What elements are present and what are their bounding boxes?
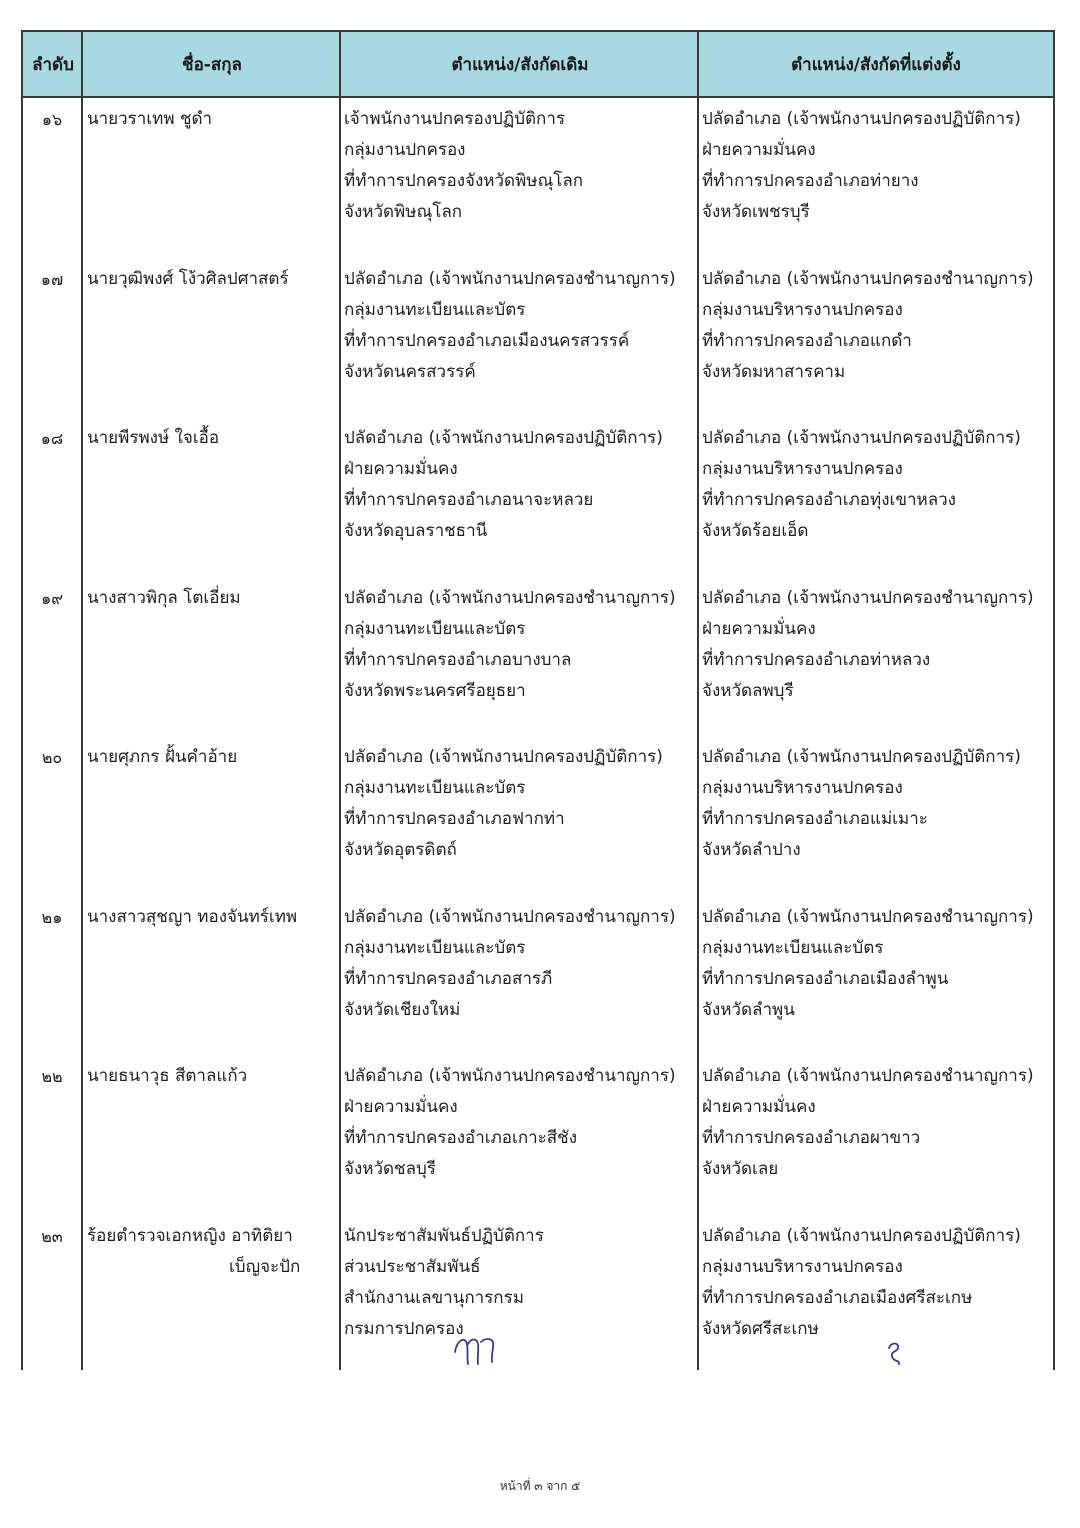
new-position-line: ที่ทำการปกครองอำเภอท่าหลวง [702, 649, 931, 670]
row-number: ๒๓ [41, 1226, 63, 1246]
person-name-line: นางสาวพิกุล โตเอี่ยม [87, 587, 241, 608]
new-position [702, 742, 1052, 866]
old-position-line: ปลัดอำเภอ (เจ้าพนักงานปกครองปฏิบัติการ) [344, 747, 663, 767]
column-divider [339, 32, 341, 1370]
new-position-line: กลุ่มงานบริหารงานปกครอง [702, 778, 903, 798]
new-position-line: จังหวัดลพบุรี [702, 680, 794, 701]
new-position-line: จังหวัดศรีสะเกษ [702, 1318, 819, 1339]
person-name [87, 423, 337, 454]
old-position-line: จังหวัดพิษณุโลก [344, 202, 463, 222]
new-position-line: จังหวัดร้อยเอ็ด [702, 521, 809, 541]
new-position-line: ที่ทำการปกครองอำเภอผาขาว [702, 1128, 921, 1148]
old-position-line: ปลัดอำเภอ (เจ้าพนักงานปกครองชำนาญการ) [344, 587, 676, 608]
new-position-line: กลุ่มงานบริหารงานปกครอง [702, 299, 903, 320]
old-position-line: ที่ทำการปกครองอำเภอบางบาล [344, 649, 572, 670]
old-position-line: เจ้าพนักงานปกครองปฏิบัติการ [344, 109, 566, 129]
new-position [702, 423, 1052, 547]
appointment-table [21, 30, 1055, 1370]
new-position-line: ที่ทำการปกครองอำเภอแกดำ [702, 330, 912, 351]
row-number: ๒๒ [41, 1067, 63, 1086]
handwritten-initial-mark [883, 1338, 907, 1368]
new-position-line: ปลัดอำเภอ (เจ้าพนักงานปกครองชำนาญการ) [702, 268, 1034, 289]
new-position-line: กลุ่มงานทะเบียนและบัตร [702, 937, 884, 958]
new-position [702, 264, 1052, 388]
new-position-line: ฝ่ายความมั่นคง [702, 1097, 816, 1117]
new-position-line: ปลัดอำเภอ (เจ้าพนักงานปกครองปฏิบัติการ) [702, 747, 1021, 767]
person-name [87, 1061, 337, 1092]
old-position [344, 1061, 694, 1185]
row-number: ๑๖ [41, 110, 63, 129]
old-position [344, 583, 694, 707]
old-position-line: จังหวัดเชียงใหม่ [344, 999, 461, 1020]
person-name-line: นายธนาวุธ สีตาลแก้ว [87, 1066, 248, 1086]
person-name-line: ร้อยตำรวจเอกหญิง อาทิติยา [87, 1225, 293, 1246]
old-position-line: จังหวัดนครสวรรค์ [344, 361, 476, 382]
new-position-line: ปลัดอำเภอ (เจ้าพนักงานปกครองชำนาญการ) [702, 906, 1034, 927]
table-header [23, 32, 1053, 98]
header-name: ชื่อ-สกุล [182, 54, 242, 75]
column-divider [81, 32, 83, 1370]
old-position-line: ปลัดอำเภอ (เจ้าพนักงานปกครองชำนาญการ) [344, 906, 676, 927]
new-position-line: ที่ทำการปกครองอำเภอเมืองลำพูน [702, 968, 949, 989]
new-position-line: ปลัดอำเภอ (เจ้าพนักงานปกครองชำนาญการ) [702, 1066, 1034, 1086]
old-position-line: จังหวัดอุบลราชธานี [344, 521, 488, 541]
new-position-line: กลุ่มงานบริหารงานปกครอง [702, 459, 903, 479]
header-no: ลำดับ [32, 54, 74, 75]
old-position-line: กลุ่มงานทะเบียนและบัตร [344, 299, 526, 320]
person-name [87, 264, 337, 295]
new-position-line: ปลัดอำเภอ (เจ้าพนักงานปกครองปฏิบัติการ) [702, 1225, 1021, 1246]
new-position-line: จังหวัดลำปาง [702, 840, 801, 860]
header-old-position: ตำแหน่ง/สังกัดเดิม [451, 54, 589, 75]
old-position [344, 742, 694, 866]
old-position-line: ที่ทำการปกครองอำเภอเมืองนครสวรรค์ [344, 330, 630, 351]
new-position [702, 1221, 1052, 1345]
person-name [87, 902, 337, 933]
new-position-line: กลุ่มงานบริหารงานปกครอง [702, 1256, 903, 1277]
new-position [702, 104, 1052, 228]
header-new-position: ตำแหน่ง/สังกัดที่แต่งตั้ง [791, 54, 961, 75]
old-position-line: สำนักงานเลขานุการกรม [344, 1287, 524, 1308]
new-position [702, 902, 1052, 1026]
old-position-line: จังหวัดอุตรดิตถ์ [344, 840, 457, 860]
old-position-line: กลุ่มงานทะเบียนและบัตร [344, 778, 526, 798]
person-name-line: นายวุฒิพงศ์ โง้วศิลปศาสตร์ [87, 268, 289, 289]
new-position-line: ปลัดอำเภอ (เจ้าพนักงานปกครองปฏิบัติการ) [702, 428, 1021, 448]
old-position-line: ฝ่ายความมั่นคง [344, 459, 458, 479]
person-name-line: นางสาวสุชญา ทองจันทร์เทพ [87, 906, 298, 927]
new-position-line: ที่ทำการปกครองอำเภอทุ่งเขาหลวง [702, 490, 956, 510]
new-position-line: ที่ทำการปกครองอำเภอเมืองศรีสะเกษ [702, 1287, 973, 1308]
page-number: หน้าที่ ๓ จาก ๕ [499, 1479, 581, 1493]
old-position-line: กลุ่มงานปกครอง [344, 140, 466, 160]
person-name-line: นายศุภกร ฝั้นคำอ้าย [87, 747, 238, 767]
old-position-line: นักประชาสัมพันธ์ปฏิบัติการ [344, 1225, 544, 1246]
row-number: ๒๐ [41, 748, 63, 767]
old-position-line: ปลัดอำเภอ (เจ้าพนักงานปกครองปฏิบัติการ) [344, 428, 663, 448]
new-position [702, 1061, 1052, 1185]
row-number: ๑๘ [40, 429, 64, 448]
old-position [344, 423, 694, 547]
handwritten-initial-mark [451, 1330, 501, 1370]
new-position-line: จังหวัดมหาสารคาม [702, 361, 846, 382]
person-name [87, 104, 337, 135]
new-position-line: ฝ่ายความมั่นคง [702, 618, 816, 639]
new-position-line: จังหวัดลำพูน [702, 999, 795, 1020]
old-position-line: ที่ทำการปกครองอำเภอนาจะหลวย [344, 490, 594, 510]
old-position-line: จังหวัดชลบุรี [344, 1159, 436, 1179]
person-name-line: นายวราเทพ ชูดำ [87, 109, 213, 129]
person-name [87, 583, 337, 614]
old-position-line: ส่วนประชาสัมพันธ์ [344, 1256, 481, 1277]
old-position-line: จังหวัดพระนครศรีอยุธยา [344, 680, 526, 701]
new-position-line: จังหวัดเพชรบุรี [702, 202, 810, 222]
old-position [344, 902, 694, 1026]
person-name-line: นายพีรพงษ์ ใจเอื้อ [87, 428, 220, 448]
person-name [87, 1221, 337, 1283]
old-position-line: กรมการปกครอง [344, 1318, 464, 1339]
old-position [344, 264, 694, 388]
old-position-line: กลุ่มงานทะเบียนและบัตร [344, 618, 526, 639]
new-position-line: ที่ทำการปกครองอำเภอแม่เมาะ [702, 809, 928, 829]
old-position-line: ฝ่ายความมั่นคง [344, 1097, 458, 1117]
new-position-line: ฝ่ายความมั่นคง [702, 140, 816, 160]
row-number: ๑๗ [40, 269, 64, 289]
old-position-line: ที่ทำการปกครองจังหวัดพิษณุโลก [344, 171, 584, 191]
person-name [87, 742, 337, 773]
new-position-line: จังหวัดเลย [702, 1159, 779, 1179]
old-position-line: ที่ทำการปกครองอำเภอเกาะสีชัง [344, 1128, 578, 1148]
row-number: ๒๑ [41, 907, 63, 927]
new-position-line: ที่ทำการปกครองอำเภอท่ายาง [702, 171, 919, 191]
old-position-line: ที่ทำการปกครองอำเภอฟากท่า [344, 809, 565, 829]
person-name-line: เบ็ญจะปัก [229, 1256, 301, 1277]
old-position-line: ที่ทำการปกครองอำเภอสารภี [344, 968, 553, 989]
new-position-line: ปลัดอำเภอ (เจ้าพนักงานปกครองปฏิบัติการ) [702, 109, 1021, 129]
new-position-line: ปลัดอำเภอ (เจ้าพนักงานปกครองชำนาญการ) [702, 587, 1034, 608]
old-position-line: กลุ่มงานทะเบียนและบัตร [344, 937, 526, 958]
column-divider [697, 32, 699, 1370]
old-position-line: ปลัดอำเภอ (เจ้าพนักงานปกครองชำนาญการ) [344, 268, 676, 289]
new-position [702, 583, 1052, 707]
row-number: ๑๙ [41, 588, 63, 608]
old-position [344, 1221, 694, 1345]
old-position [344, 104, 694, 228]
old-position-line: ปลัดอำเภอ (เจ้าพนักงานปกครองชำนาญการ) [344, 1066, 676, 1086]
